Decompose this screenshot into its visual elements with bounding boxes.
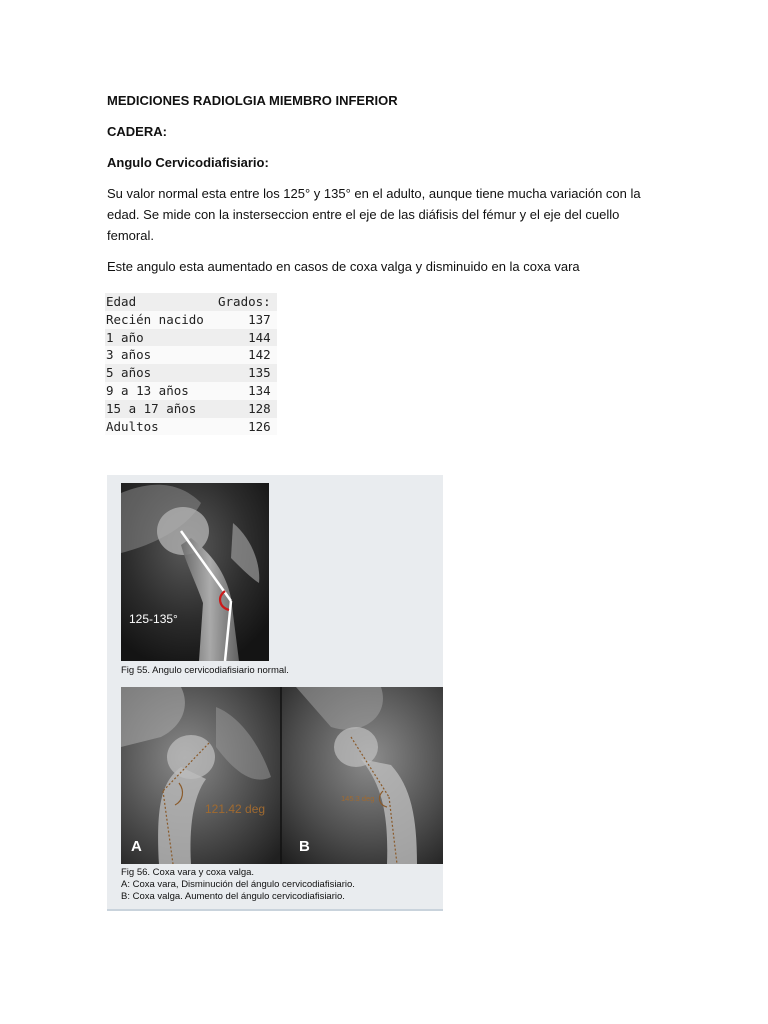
cell-degrees: 128	[217, 400, 277, 418]
cell-age: 5 años	[105, 364, 217, 382]
table-header-row	[105, 293, 277, 311]
subsection-heading: Angulo Cervicodiafisiario:	[107, 155, 269, 170]
cell-age: 1 año	[105, 329, 217, 347]
cell-age: 15 a 17 años	[105, 400, 217, 418]
document-title: MEDICIONES RADIOLGIA MIEMBRO INFERIOR	[107, 93, 398, 108]
age-angle-table	[105, 293, 277, 435]
table-row	[105, 346, 277, 364]
cell-age: Recién nacido	[105, 311, 217, 329]
paragraph-coxa: Este angulo esta aumentado en casos de coxa valga y disminuido en la coxa vara	[107, 259, 580, 274]
table-row	[105, 400, 277, 418]
figure-panel	[107, 475, 443, 911]
cell-age: 9 a 13 años	[105, 382, 217, 400]
measure-a-label: 121.42 deg	[205, 802, 266, 816]
cell-degrees: 142	[217, 346, 277, 364]
cell-degrees: 137	[217, 311, 277, 329]
figure-56-caption-title: Fig 56. Coxa vara y coxa valga.	[121, 867, 255, 878]
table-row	[105, 311, 277, 329]
panel-a-label: A	[131, 838, 142, 855]
cell-degrees: 144	[217, 329, 277, 347]
table-row	[105, 329, 277, 347]
xray-coxa-vara-valga	[121, 687, 443, 864]
table-row	[105, 418, 277, 436]
figure-56-caption-b: B: Coxa valga. Aumento del ángulo cervicodiafisiario.	[121, 891, 345, 902]
xray-coxa-graphic	[121, 687, 443, 864]
cell-age: Adultos	[105, 418, 217, 436]
cell-degrees: 135	[217, 364, 277, 382]
cell-age: 3 años	[105, 346, 217, 364]
section-heading: CADERA:	[107, 124, 167, 139]
panel-b-label: B	[299, 838, 310, 855]
table-row	[105, 364, 277, 382]
angle-label: 125-135°	[129, 612, 178, 626]
header-age: Edad	[105, 293, 217, 311]
measure-b-label: 145.3 deg	[341, 794, 375, 803]
figure-55-caption: Fig 55. Angulo cervicodiafisiario normal.	[121, 665, 289, 676]
header-degrees: Grados:	[217, 293, 277, 311]
cell-degrees: 134	[217, 382, 277, 400]
figure-56-caption-a: A: Coxa vara, Disminución del ángulo cervicodiafisiario.	[121, 879, 355, 890]
paragraph-normal-value: Su valor normal esta entre los 125° y 135° en el adulto, aunque tiene mucha variación con la edad. Se mide con la insterseccion entre el eje de las diáfisis del fémur y el eje del cuello femoral.	[107, 186, 641, 243]
xray-normal-hip-graphic	[121, 483, 269, 661]
table-row	[105, 382, 277, 400]
cell-degrees: 126	[217, 418, 277, 436]
xray-normal-hip	[121, 483, 269, 661]
